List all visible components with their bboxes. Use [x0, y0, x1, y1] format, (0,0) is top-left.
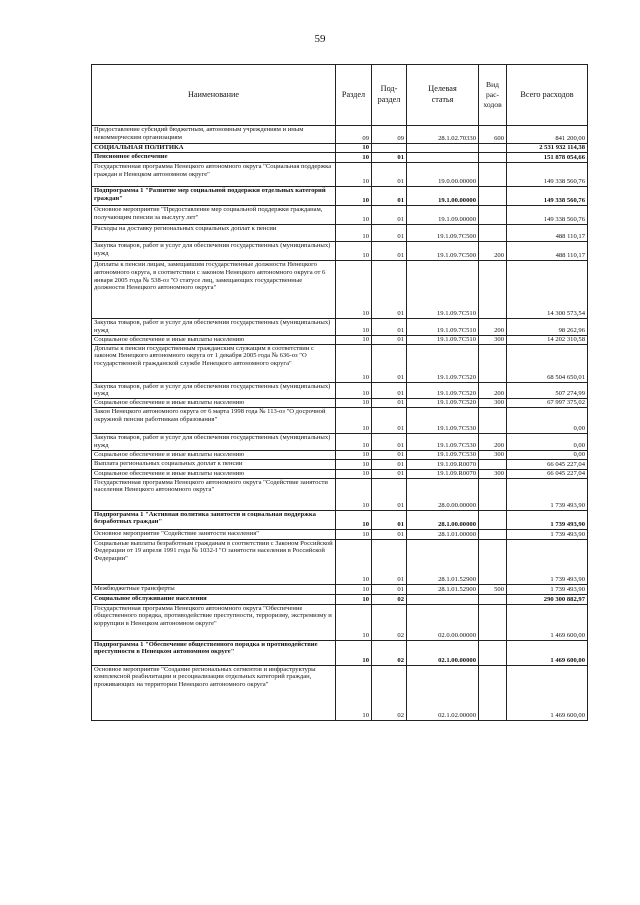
row-name: Пенсионное обеспечение [92, 153, 336, 163]
row-type [479, 510, 507, 529]
budget-table [91, 64, 588, 721]
row-section: 10 [336, 594, 372, 604]
row-section: 10 [336, 319, 372, 336]
row-target [407, 153, 479, 163]
row-type [479, 163, 507, 187]
row-name: Основное мероприятие "Предоставление мер социальной поддержки гражданам, получающим пенсии за выслугу лет" [92, 206, 336, 225]
row-total: 151 878 054,66 [507, 153, 588, 163]
row-type [479, 459, 507, 469]
row-total: 0,00 [507, 434, 588, 451]
row-target: 19.1.09.7C520 [407, 344, 479, 382]
row-name: Социальное обеспечение и иные выплаты населению [92, 335, 336, 344]
row-subsection: 01 [372, 510, 407, 529]
row-type: 500 [479, 584, 507, 594]
table-row [92, 399, 588, 408]
table-row [92, 187, 588, 206]
row-subsection: 01 [372, 153, 407, 163]
table-row [92, 665, 588, 720]
row-total: 1 739 493,90 [507, 529, 588, 539]
row-target: 28.0.00.00000 [407, 478, 479, 510]
table-row [92, 344, 588, 382]
row-name: Доплаты к пенсии лицам, замещавшим государственные должности Ненецкого автономного округа, в соответствии с законом Ненецкого автономного округа от 6 января 2005 года № 538-оз "О статусе лиц, замещающих государственные должности Ненецкого автономного округа" [92, 261, 336, 319]
row-section: 10 [336, 604, 372, 640]
row-subsection: 01 [372, 408, 407, 434]
row-section: 10 [336, 584, 372, 594]
row-type: 600 [479, 126, 507, 144]
row-target: 19.1.09.7C530 [407, 450, 479, 459]
row-target: 28.1.02.70330 [407, 126, 479, 144]
table-row [92, 242, 588, 261]
table-row [92, 478, 588, 510]
row-subsection: 01 [372, 163, 407, 187]
table-row [92, 225, 588, 242]
row-section: 10 [336, 640, 372, 665]
table-row [92, 382, 588, 399]
table-row [92, 144, 588, 153]
row-target: 19.1.09.00000 [407, 206, 479, 225]
row-target: 02.0.00.00000 [407, 604, 479, 640]
table-row [92, 529, 588, 539]
row-type [479, 478, 507, 510]
row-type [479, 187, 507, 206]
row-total: 98 262,96 [507, 319, 588, 336]
table-row [92, 510, 588, 529]
row-section: 10 [336, 469, 372, 478]
row-subsection: 01 [372, 382, 407, 399]
row-total: 1 739 493,90 [507, 510, 588, 529]
row-type [479, 640, 507, 665]
row-section: 10 [336, 382, 372, 399]
row-name: Социальное обслуживание населения [92, 594, 336, 604]
table-row [92, 434, 588, 451]
header-total: Всего расходов [507, 65, 588, 126]
row-subsection: 01 [372, 434, 407, 451]
table-row [92, 163, 588, 187]
row-type [479, 529, 507, 539]
row-subsection: 01 [372, 319, 407, 336]
row-target: 28.1.01.52900 [407, 539, 479, 584]
row-type: 200 [479, 382, 507, 399]
table-row [92, 604, 588, 640]
row-subsection: 01 [372, 478, 407, 510]
row-target: 28.1.01.00000 [407, 529, 479, 539]
row-name: Подпрограмма 1 "Обеспечение общественного порядка и противодействие преступности в Ненецком автономном округе" [92, 640, 336, 665]
row-total: 66 045 227,04 [507, 459, 588, 469]
row-target: 19.1.09.7C520 [407, 382, 479, 399]
row-target: 19.1.09.7C510 [407, 319, 479, 336]
row-name: Государственная программа Ненецкого автономного округа "Обеспечение общественного порядка, противодействие преступности, терроризму, экстремизму и коррупции в Ненецком автономном округе" [92, 604, 336, 640]
row-section: 10 [336, 261, 372, 319]
row-total: 0,00 [507, 450, 588, 459]
row-section: 10 [336, 539, 372, 584]
row-subsection: 01 [372, 225, 407, 242]
header-type: Вид рас- ходов [479, 65, 507, 126]
row-total: 68 504 650,01 [507, 344, 588, 382]
row-section: 10 [336, 459, 372, 469]
table-row [92, 640, 588, 665]
row-type [479, 594, 507, 604]
row-subsection: 01 [372, 529, 407, 539]
row-type: 200 [479, 319, 507, 336]
row-section: 10 [336, 242, 372, 261]
row-type: 300 [479, 335, 507, 344]
row-total: 0,00 [507, 408, 588, 434]
row-name: Закупка товаров, работ и услуг для обеспечения государственных (муниципальных) нужд [92, 434, 336, 451]
row-name: Закон Ненецкого автономного округа от 6 марта 1998 года № 113-оз "О досрочной окружной пенсии работникам образования" [92, 408, 336, 434]
row-total: 1 739 493,90 [507, 539, 588, 584]
table-row [92, 319, 588, 336]
row-target: 28.1.00.00000 [407, 510, 479, 529]
page-number: 59 [314, 33, 326, 45]
row-type [479, 153, 507, 163]
row-name: Закупка товаров, работ и услуг для обеспечения государственных (муниципальных) нужд [92, 319, 336, 336]
table-row [92, 153, 588, 163]
row-total: 1 739 493,90 [507, 584, 588, 594]
table-row [92, 408, 588, 434]
row-type [479, 144, 507, 153]
row-target: 02.1.00.00000 [407, 640, 479, 665]
row-target: 19.1.09.7C530 [407, 434, 479, 451]
row-target [407, 594, 479, 604]
row-total: 67 997 375,02 [507, 399, 588, 408]
row-subsection: 01 [372, 469, 407, 478]
row-section: 10 [336, 225, 372, 242]
row-target: 19.1.09.7C530 [407, 408, 479, 434]
row-section: 10 [336, 187, 372, 206]
row-name: Предоставление субсидий бюджетным, автономным учреждениям и иным некоммерческим организациям [92, 126, 336, 144]
row-subsection [372, 144, 407, 153]
row-target: 19.1.09.R0070 [407, 459, 479, 469]
row-section: 09 [336, 126, 372, 144]
row-type [479, 665, 507, 720]
row-total: 488 110,17 [507, 225, 588, 242]
table-row [92, 335, 588, 344]
row-name: Государственная программа Ненецкого автономного округа "Содействие занятости населения Ненецкого автономного округа" [92, 478, 336, 510]
row-name: Социальное обеспечение и иные выплаты населению [92, 399, 336, 408]
table-row [92, 594, 588, 604]
row-section: 10 [336, 153, 372, 163]
row-subsection: 02 [372, 604, 407, 640]
row-section: 10 [336, 529, 372, 539]
table-header [92, 65, 588, 126]
row-target: 19.1.09.7C500 [407, 225, 479, 242]
row-name: Основное мероприятие "Содействие занятости населения" [92, 529, 336, 539]
row-name: Выплата региональных социальных доплат к пенсии [92, 459, 336, 469]
row-total: 149 338 560,76 [507, 206, 588, 225]
row-type [479, 225, 507, 242]
row-name: Основное мероприятие "Создание региональных сегментов и инфраструктуры комплексной реабилитации и ресоциализации отдельных категорий граждан, проживающих на территории Ненецкого автономного округа" [92, 665, 336, 720]
row-total: 2 531 932 114,38 [507, 144, 588, 153]
row-subsection: 01 [372, 450, 407, 459]
row-subsection: 02 [372, 640, 407, 665]
table-row [92, 459, 588, 469]
table-row [92, 206, 588, 225]
row-section: 10 [336, 399, 372, 408]
header-section: Раздел [336, 65, 372, 126]
row-name: Подпрограмма 1 "Активная политика занятости и социальная поддержка безработных граждан" [92, 510, 336, 529]
row-total: 1 469 600,00 [507, 604, 588, 640]
row-total: 507 274,99 [507, 382, 588, 399]
table-row [92, 584, 588, 594]
row-type: 300 [479, 450, 507, 459]
row-name: Подпрограмма 1 "Развитие мер социальной поддержки отдельных категорий граждан" [92, 187, 336, 206]
table-row [92, 450, 588, 459]
row-subsection: 01 [372, 335, 407, 344]
row-subsection: 01 [372, 539, 407, 584]
row-target: 19.1.09.7C500 [407, 242, 479, 261]
row-type [479, 206, 507, 225]
row-type: 200 [479, 242, 507, 261]
row-subsection: 01 [372, 242, 407, 261]
table-body [92, 126, 588, 721]
row-target [407, 144, 479, 153]
row-total: 488 110,17 [507, 242, 588, 261]
row-total: 1 469 600,00 [507, 665, 588, 720]
row-name: Межбюджетные трансферты [92, 584, 336, 594]
row-target: 28.1.01.52900 [407, 584, 479, 594]
row-total: 14 202 310,58 [507, 335, 588, 344]
table-row [92, 261, 588, 319]
row-section: 10 [336, 408, 372, 434]
row-target: 19.1.00.00000 [407, 187, 479, 206]
row-target: 19.1.09.7C510 [407, 261, 479, 319]
row-section: 10 [336, 450, 372, 459]
row-section: 10 [336, 478, 372, 510]
row-type [479, 344, 507, 382]
row-subsection: 01 [372, 187, 407, 206]
row-subsection: 01 [372, 206, 407, 225]
row-total: 290 300 882,97 [507, 594, 588, 604]
row-subsection: 01 [372, 459, 407, 469]
row-name: Закупка товаров, работ и услуг для обеспечения государственных (муниципальных) нужд [92, 242, 336, 261]
row-target: 19.0.00.00000 [407, 163, 479, 187]
table-row [92, 126, 588, 144]
row-target: 19.1.09.7C510 [407, 335, 479, 344]
row-subsection: 02 [372, 665, 407, 720]
row-section: 10 [336, 144, 372, 153]
row-subsection: 02 [372, 594, 407, 604]
row-type: 300 [479, 399, 507, 408]
table-row [92, 469, 588, 478]
row-subsection: 01 [372, 399, 407, 408]
header-subsection: Под- раздел [372, 65, 407, 126]
row-subsection: 01 [372, 261, 407, 319]
row-name: Расходы на доставку региональных социальных доплат к пенсии [92, 225, 336, 242]
row-type [479, 261, 507, 319]
row-target: 19.1.09.R0070 [407, 469, 479, 478]
table-row [92, 539, 588, 584]
row-target: 02.1.02.00000 [407, 665, 479, 720]
row-name: Доплаты к пенсии государственным гражданским служащим в соответствии с законом Ненецкого автономного округа от 1 декабря 2005 года № 636-оз "О государственной гражданской службе Ненецкого автономного округа" [92, 344, 336, 382]
row-subsection: 01 [372, 584, 407, 594]
row-target: 19.1.09.7C520 [407, 399, 479, 408]
row-total: 66 045 227,04 [507, 469, 588, 478]
row-name: СОЦИАЛЬНАЯ ПОЛИТИКА [92, 144, 336, 153]
row-type [479, 539, 507, 584]
row-section: 10 [336, 206, 372, 225]
row-type [479, 604, 507, 640]
row-total: 1 469 600,00 [507, 640, 588, 665]
header-target: Целевая статья [407, 65, 479, 126]
row-subsection: 09 [372, 126, 407, 144]
row-section: 10 [336, 665, 372, 720]
row-type: 200 [479, 434, 507, 451]
row-name: Социальное обеспечение и иные выплаты населению [92, 450, 336, 459]
row-name: Закупка товаров, работ и услуг для обеспечения государственных (муниципальных) нужд [92, 382, 336, 399]
row-name: Социальное обеспечение и иные выплаты населению [92, 469, 336, 478]
row-section: 10 [336, 510, 372, 529]
row-section: 10 [336, 335, 372, 344]
row-subsection: 01 [372, 344, 407, 382]
row-total: 841 200,00 [507, 126, 588, 144]
row-total: 149 338 560,76 [507, 187, 588, 206]
row-total: 1 739 493,90 [507, 478, 588, 510]
row-section: 10 [336, 434, 372, 451]
row-section: 10 [336, 344, 372, 382]
row-total: 149 338 560,76 [507, 163, 588, 187]
row-type [479, 408, 507, 434]
header-name: Наименование [92, 65, 336, 126]
row-type: 300 [479, 469, 507, 478]
row-total: 14 300 573,54 [507, 261, 588, 319]
row-name: Социальные выплаты безработным гражданам в соответствии с Законом Российской Федерации от 19 апреля 1991 года № 1032-I "О занятости населения в Российской Федерации" [92, 539, 336, 584]
row-name: Государственная программа Ненецкого автономного округа "Социальная поддержка граждан в Ненецком автономном округе" [92, 163, 336, 187]
row-section: 10 [336, 163, 372, 187]
